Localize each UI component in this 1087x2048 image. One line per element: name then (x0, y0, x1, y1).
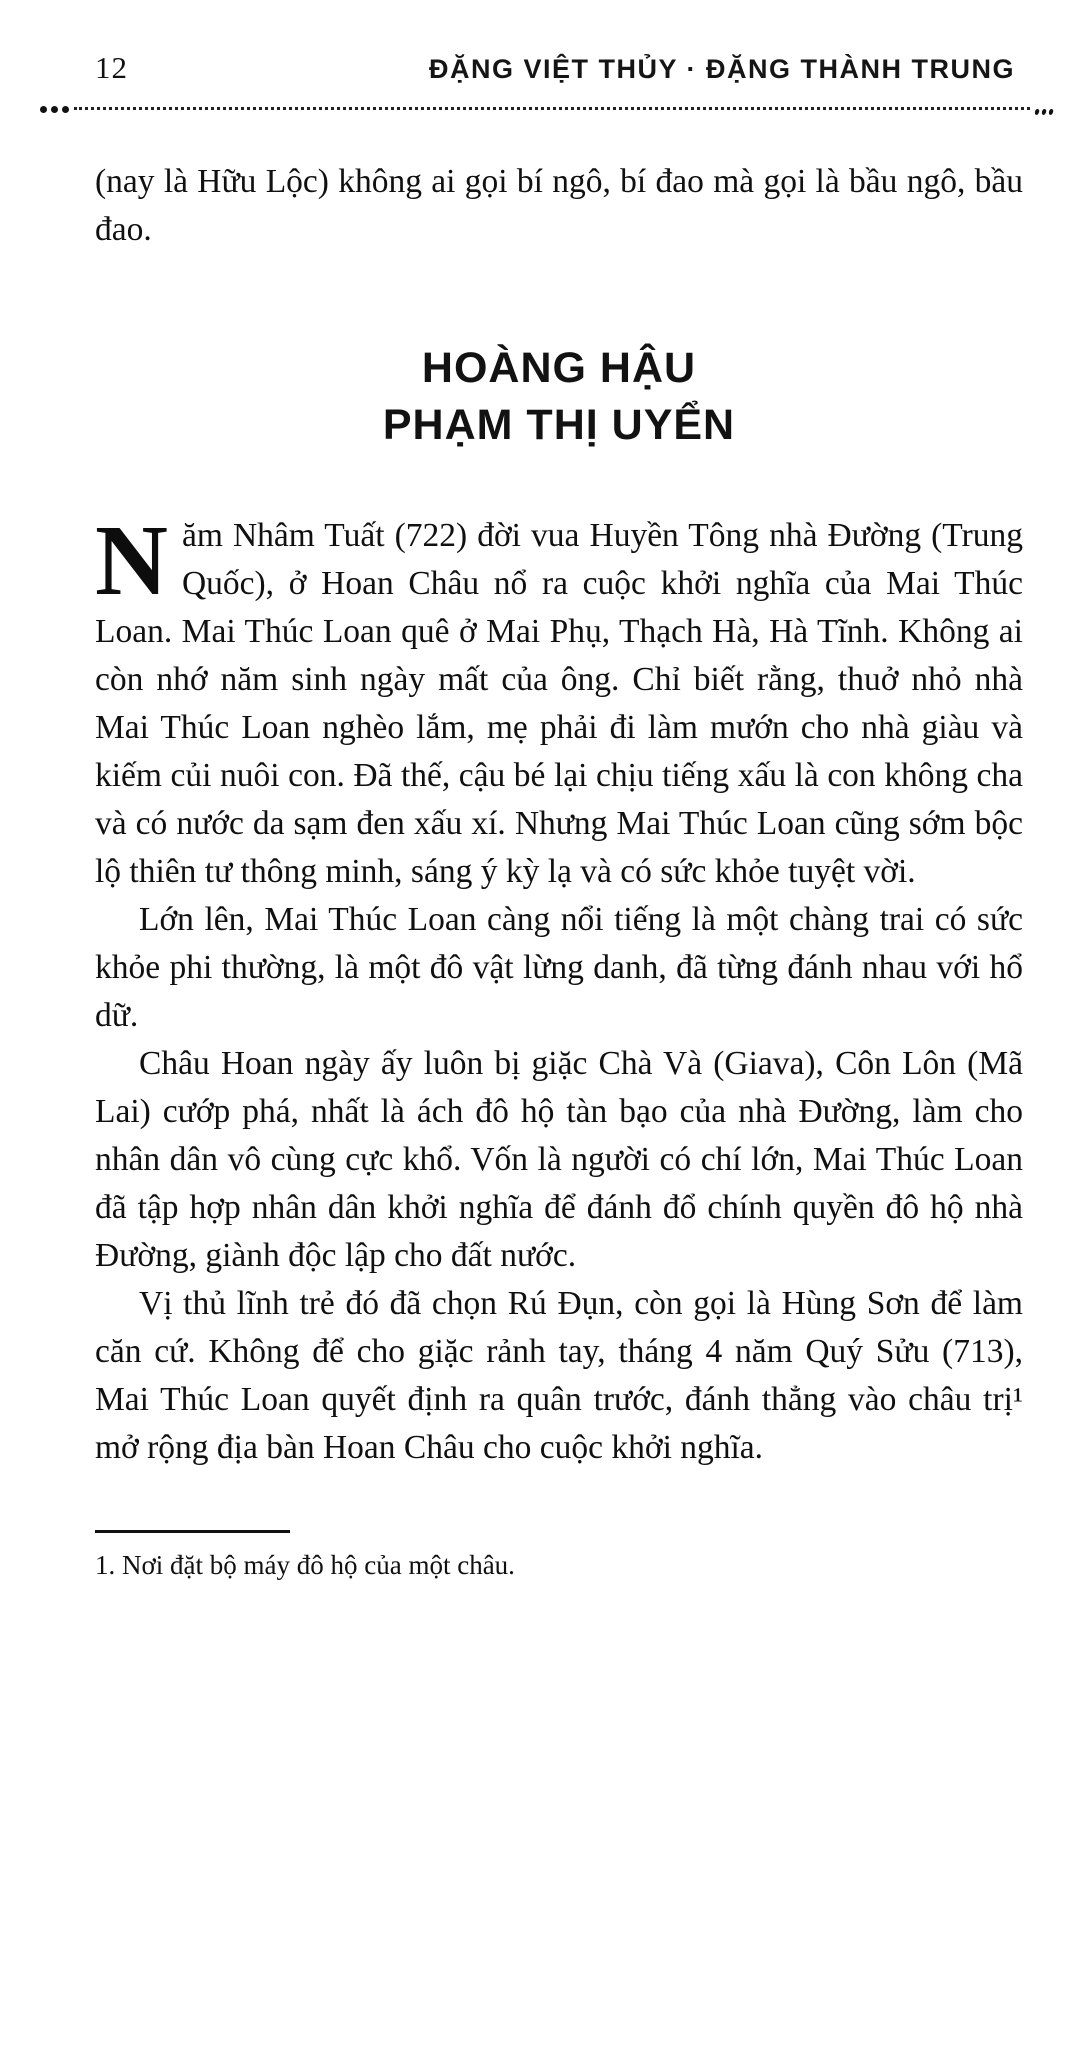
body-paragraph: Lớn lên, Mai Thúc Loan càng nổi tiếng là một chàng trai có sức khỏe phi thường, là một đô vật lừng danh, đã từng đánh nhau với hổ dữ. (95, 901, 1023, 1034)
footnote-rule (95, 1530, 290, 1533)
dropcap-letter: N (95, 504, 168, 616)
body-paragraph-first (95, 504, 1023, 896)
running-header-row (0, 50, 1087, 86)
divider-tail-dots-icon (1035, 109, 1053, 115)
footnote-text: 1. Nơi đặt bộ máy đô hộ của một châu. (95, 1550, 515, 1580)
divider-lead-dots-icon (40, 106, 69, 113)
page-text-column (95, 158, 1023, 1472)
running-header-title: ĐẶNG VIỆT THỦY · ĐẶNG THÀNH TRUNG (429, 54, 1015, 84)
footnote-block (95, 1530, 1023, 1583)
header-divider (40, 102, 1053, 116)
chapter-title (95, 340, 1023, 454)
body-paragraph-first-text: ăm Nhâm Tuất (722) đời vua Huyền Tông nhà Đường (Trung Quốc), ở Hoan Châu nổ ra cuộc khởi nghĩa của Mai Thúc Loan. Mai Thúc Loan quê ở Mai Phụ, Thạch Hà, Hà Tĩnh. Không ai còn nhớ năm sinh ngày mất của ông. Chỉ biết rằng, thuở nhỏ nhà Mai Thúc Loan nghèo lắm, mẹ phải đi làm mướn cho nhà giàu và kiếm củi nuôi con. Đã thế, cậu bé lại chịu tiếng xấu là con không cha và có nước da sạm đen xấu xí. Nhưng Mai Thúc Loan cũng sớm bộc lộ thiên tư thông minh, sáng ý kỳ lạ và có sức khỏe tuyệt vời. (95, 517, 1023, 890)
body-paragraph: Vị thủ lĩnh trẻ đó đã chọn Rú Đụn, còn gọi là Hùng Sơn để làm căn cứ. Không để cho giặc rảnh tay, tháng 4 năm Quý Sửu (713), Mai Thúc Loan quyết định ra quân trước, đánh thẳng vào châu trị¹ mở rộng địa bàn Hoan Châu cho cuộc khởi nghĩa. (95, 1285, 1023, 1466)
chapter-title-line-1: HOÀNG HẬU (421, 344, 697, 392)
continuation-paragraph: (nay là Hữu Lộc) không ai gọi bí ngô, bí đao mà gọi là bầu ngô, bầu đao. (95, 163, 1023, 248)
chapter-title-line-2: PHẠM THỊ UYỂN (382, 401, 736, 449)
page-number: 12 (95, 50, 128, 85)
body-paragraph: Châu Hoan ngày ấy luôn bị giặc Chà Và (Giava), Côn Lôn (Mã Lai) cướp phá, nhất là ách đô hộ tàn bạo của nhà Đường, làm cho nhân dân vô cùng cực khổ. Vốn là người có chí lớn, Mai Thúc Loan đã tập hợp nhân dân khởi nghĩa để đánh đổ chính quyền đô hộ nhà Đường, giành độc lập cho đất nước. (95, 1045, 1023, 1274)
divider-dotted-line (74, 107, 1030, 110)
